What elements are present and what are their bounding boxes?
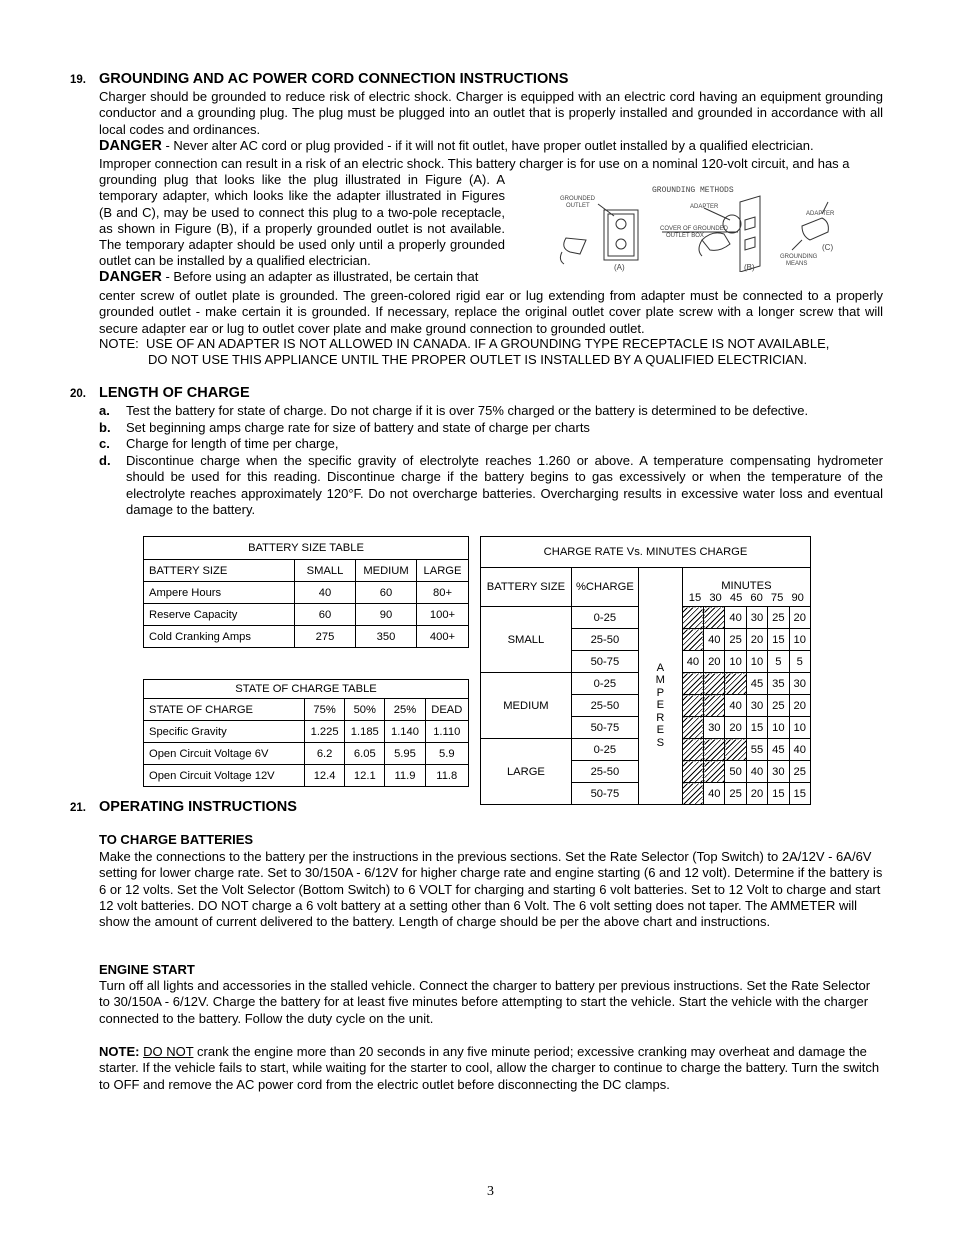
table-row xyxy=(144,582,469,604)
item-text: Charge for length of time per charge, xyxy=(126,436,339,451)
amps-cell: 45 xyxy=(746,673,767,695)
grounding-methods-figure xyxy=(552,180,882,272)
label-adapter-c: ADAPTER xyxy=(806,211,835,217)
hatched-cell xyxy=(682,607,703,629)
paragraph: center screw of outlet plate is grounded. The green-colored rigid ear or lug extending from adapter must be connected to a properly grounded outlet - make certain it is grounded. If necessary, replace the original outlet cover plate screw with a longer screw that will secure adapter ear or lug to outlet cover plate and make ground connection to grounded outlet. xyxy=(99,288,883,336)
hatched-cell xyxy=(682,673,703,695)
charge-rate-table xyxy=(480,536,811,800)
danger-paragraph-1 xyxy=(99,138,883,154)
item-text: Test the battery for state of charge. Do not charge if it is over 75% charged or the battery is determined to be defective. xyxy=(126,403,809,418)
amps-cell: 30 xyxy=(746,695,767,717)
hatched-cell xyxy=(704,739,725,761)
amps-cell: 15 xyxy=(768,629,789,651)
hatched-cell xyxy=(704,761,725,783)
amps-cell: 30 xyxy=(704,717,725,739)
minutes-tick: 45 xyxy=(729,592,743,604)
minutes-label: MINUTES xyxy=(721,580,772,592)
amperes-letter: R xyxy=(656,711,665,724)
cell: Specific Gravity xyxy=(144,721,305,743)
subsection-title: ENGINE START xyxy=(99,962,195,977)
outlet-box-icon xyxy=(740,196,760,272)
amps-cell: 20 xyxy=(746,783,767,805)
cell: 6.2 xyxy=(305,743,345,765)
table-title: BATTERY SIZE TABLE xyxy=(144,537,469,560)
amps-cell: 50 xyxy=(725,761,746,783)
hatched-cell xyxy=(682,717,703,739)
header-cell: LARGE xyxy=(417,560,469,582)
paragraph-line: Improper connection can result in a risk of an electric shock. This battery charger is for use on a nominal 120-volt circuit, and has a xyxy=(99,156,850,171)
amps-cell: 15 xyxy=(789,783,810,805)
paragraph: Turn off all lights and accessories in the stalled vehicle. Connect the charger to battery per previous instructions. Set the Rate Selector to 30/150A - 6/12V. Charge the battery for at least five minutes before attempting to start the vehicle. Start the vehicle with the charger connected to the battery. Follow the duty cycle on the unit. xyxy=(99,978,871,1026)
cell: Ampere Hours xyxy=(144,582,295,604)
header-cell: MEDIUM xyxy=(356,560,417,582)
danger-label: DANGER xyxy=(99,138,162,154)
note-text: USE OF AN ADAPTER IS NOT ALLOWED IN CANADA. IF A GROUNDING TYPE RECEPTACLE IS NOT AVAILABLE, xyxy=(145,336,830,351)
table-row xyxy=(144,721,469,743)
label-adapter-b: ADAPTER xyxy=(690,204,719,210)
amps-cell: 20 xyxy=(789,695,810,717)
note-paragraph xyxy=(99,1044,883,1093)
label-b: (B) xyxy=(744,263,755,272)
amps-cell: 40 xyxy=(704,629,725,651)
amps-cell: 40 xyxy=(725,607,746,629)
amps-cell: 20 xyxy=(704,651,725,673)
battery-size-table xyxy=(143,536,469,648)
hatched-cell xyxy=(682,629,703,651)
amps-cell: 45 xyxy=(768,739,789,761)
label-c: (C) xyxy=(822,243,834,252)
amperes-letter: E xyxy=(656,724,665,736)
label-grounded-outlet-2: OUTLET xyxy=(566,203,590,209)
table-row xyxy=(144,626,469,648)
minutes-tick: 60 xyxy=(750,592,763,604)
amps-cell: 10 xyxy=(789,629,810,651)
charge-cell: 0-25 xyxy=(571,673,638,695)
amperes-letter: M xyxy=(655,674,665,686)
battery-size-cell: LARGE xyxy=(481,739,572,805)
table-row xyxy=(144,604,469,626)
danger-paragraph-2 xyxy=(99,269,505,285)
charge-cell: 50-75 xyxy=(571,717,638,739)
state-of-charge-table xyxy=(143,679,469,787)
amps-cell: 15 xyxy=(746,717,767,739)
cell: 5.9 xyxy=(425,743,468,765)
note-label: NOTE: xyxy=(99,336,139,351)
item-text: Set beginning amps charge rate for size of battery and state of charge per charts xyxy=(126,420,590,435)
charge-cell: 0-25 xyxy=(571,607,638,629)
note-line xyxy=(99,336,889,352)
amps-cell: 25 xyxy=(768,607,789,629)
note-emphasis: DO NOT xyxy=(143,1044,194,1059)
danger-text: - Before using an adapter as illustrated, be certain that xyxy=(161,269,479,284)
section-title: LENGTH OF CHARGE xyxy=(99,385,250,401)
label-cover: COVER OF GROUNDED xyxy=(660,226,729,232)
amps-cell: 10 xyxy=(746,651,767,673)
minutes-header xyxy=(682,568,810,607)
amperes-letter: A xyxy=(656,661,665,674)
item-letter: a. xyxy=(99,403,110,418)
amps-cell: 10 xyxy=(789,717,810,739)
amperes-letter: S xyxy=(656,736,665,749)
subsection-title: TO CHARGE BATTERIES xyxy=(99,832,254,847)
plug-icon xyxy=(564,238,586,254)
cell: 80+ xyxy=(417,582,469,604)
cell: 60 xyxy=(356,582,417,604)
minutes-tick: 90 xyxy=(791,592,804,604)
cell: 1.140 xyxy=(385,721,425,743)
label-grounding-means-2: MEANS xyxy=(786,261,808,267)
amps-cell: 15 xyxy=(768,783,789,805)
header-cell: %CHARGE xyxy=(571,568,638,607)
header-cell: BATTERY SIZE xyxy=(144,560,295,582)
cell: 275 xyxy=(295,626,356,648)
amperes-label xyxy=(638,607,682,805)
amps-cell: 25 xyxy=(768,695,789,717)
amperes-letter: P xyxy=(656,686,665,699)
charge-cell: 25-50 xyxy=(571,629,638,651)
cell: Cold Cranking Amps xyxy=(144,626,295,648)
amps-cell: 40 xyxy=(746,761,767,783)
table-title: STATE OF CHARGE TABLE xyxy=(144,680,469,699)
cell: 60 xyxy=(295,604,356,626)
section-number: 20. xyxy=(70,388,86,400)
table-row xyxy=(481,607,811,629)
amps-cell: 10 xyxy=(725,651,746,673)
amps-cell: 40 xyxy=(682,651,703,673)
hatched-cell xyxy=(682,695,703,717)
charge-cell: 50-75 xyxy=(571,783,638,805)
amperes-header-cell xyxy=(638,568,682,607)
amps-cell: 25 xyxy=(789,761,810,783)
minutes-tick: 15 xyxy=(688,592,702,604)
hatched-cell xyxy=(682,783,703,805)
amps-cell: 40 xyxy=(725,695,746,717)
table-row xyxy=(144,743,469,765)
amps-cell: 40 xyxy=(704,783,725,805)
item-letter: b. xyxy=(99,420,111,435)
amps-cell: 5 xyxy=(789,651,810,673)
charge-rate-grid xyxy=(480,536,811,805)
amps-cell: 10 xyxy=(768,717,789,739)
section-title: GROUNDING AND AC POWER CORD CONNECTION INSTRUCTIONS xyxy=(99,71,569,87)
cell: 1.110 xyxy=(425,721,468,743)
cell: 12.1 xyxy=(345,765,385,787)
amps-cell: 20 xyxy=(746,629,767,651)
label-grounding-means: GROUNDING xyxy=(780,254,818,260)
label-cover-2: OUTLET BOX xyxy=(666,233,704,239)
amps-cell: 40 xyxy=(789,739,810,761)
label-a: (A) xyxy=(614,263,625,272)
amps-cell: 25 xyxy=(725,629,746,651)
label-grounded-outlet: GROUNDED xyxy=(560,196,596,202)
hatched-cell xyxy=(725,673,746,695)
cell: 1.185 xyxy=(345,721,385,743)
table-title: CHARGE RATE Vs. MINUTES CHARGE xyxy=(481,537,811,568)
paragraph-wrap: grounding plug that looks like the plug illustrated in Figure (A). A temporary adapter, which looks like the adapter illustrated in Figures (B and C), may be used to connect this plug to a two-pole receptacle, as shown in Figure (B), if a properly grounded outlet is not available. The temporary adapter should be used only until a properly grounded outlet can be installed by a qualified electrician. xyxy=(99,172,505,269)
table-row xyxy=(144,765,469,787)
minutes-tick: 30 xyxy=(709,592,722,604)
cell: Open Circuit Voltage 6V xyxy=(144,743,305,765)
charge-cell: 25-50 xyxy=(571,761,638,783)
adapter-c-icon xyxy=(802,218,828,240)
charge-cell: 25-50 xyxy=(571,695,638,717)
hatched-cell xyxy=(682,739,703,761)
header-cell: 25% xyxy=(385,699,425,721)
paragraph: Make the connections to the battery per the instructions in the previous sections. Set the Rate Selector (Top Switch) to 2A/12V - 6A/6V setting for lower charge rate. Set to 30/150A - 6/12V for higher charge rate and engine starting (6 and 12 volt). Determine if the battery is 6 or 12 volts. Set the Volt Selector (Bottom Switch) to 6 VOLT for charging and starting 6 volt batteries. Set to 12 Volt to charge and start 12 volt batteries. DO NOT charge a 6 volt battery at a setting other than 6 Volt. The 6 volt setting does not taper. The AMMETER will show the amount of current delivered to the battery. Length of charge should be per the above chart and instructions. xyxy=(99,849,883,930)
section-number: 21. xyxy=(70,802,86,814)
amps-cell: 30 xyxy=(789,673,810,695)
paragraph: Charger should be grounded to reduce risk of electric shock. Charger is equipped with an electric cord having an equipment grounding conductor and a grounding plug. The plug must be plugged into an outlet that is properly installed and grounded in accordance with all local codes and ordinances. xyxy=(99,89,883,137)
amperes-letter: E xyxy=(656,699,665,711)
danger-text: - Never alter AC cord or plug provided - if it will not fit outlet, have proper outlet installed by a qualified electrician. xyxy=(161,138,814,153)
hatched-cell xyxy=(704,695,725,717)
amps-cell: 20 xyxy=(789,607,810,629)
cell: 5.95 xyxy=(385,743,425,765)
header-cell: STATE OF CHARGE xyxy=(144,699,305,721)
note-text: crank the engine more than 20 seconds in any five minute period; excessive cranking may overheat and damage the starter. If the vehicle fails to start, while waiting for the starter to cool, allow the charger to continue to charge the battery. Turn the switch to OFF and remove the AC power cord from the electric outlet before disconnecting the DC clamps. xyxy=(99,1044,880,1092)
item-text: Discontinue charge when the specific gravity of electrolyte reaches 1.260 or above. A temperature compensating hydrometer should be used for this reading. Discontinue charge if the battery begins to gas excessively or when the temperature of the electrolyte reaches approximately 120°F. Do not overcharge batteries. Overcharging results in excessive water loss and eventual damage to the battery. xyxy=(126,453,883,517)
section-number: 19. xyxy=(70,74,86,86)
charge-cell: 0-25 xyxy=(571,739,638,761)
adapter-b-icon xyxy=(702,233,730,251)
header-cell: DEAD xyxy=(425,699,468,721)
amps-cell: 20 xyxy=(725,717,746,739)
amps-cell: 25 xyxy=(725,783,746,805)
hatched-cell xyxy=(704,673,725,695)
figure-title: GROUNDING METHODS xyxy=(652,186,734,195)
cell: 350 xyxy=(356,626,417,648)
cell: 100+ xyxy=(417,604,469,626)
item-letter: d. xyxy=(99,453,111,468)
header-cell: BATTERY SIZE xyxy=(481,568,572,607)
danger-label: DANGER xyxy=(99,269,162,285)
cell: 90 xyxy=(356,604,417,626)
note-line-2: DO NOT USE THIS APPLIANCE UNTIL THE PROPER OUTLET IS INSTALLED BY A QUALIFIED ELECTRICIAN. xyxy=(148,352,808,367)
item-letter: c. xyxy=(99,436,110,451)
amps-cell: 55 xyxy=(746,739,767,761)
header-cell: SMALL xyxy=(295,560,356,582)
section-title: OPERATING INSTRUCTIONS xyxy=(99,799,297,815)
cell: 1.225 xyxy=(305,721,345,743)
grounded-outlet-icon xyxy=(604,210,638,260)
cell: 12.4 xyxy=(305,765,345,787)
header-cell: 50% xyxy=(345,699,385,721)
cell: 6.05 xyxy=(345,743,385,765)
amps-cell: 30 xyxy=(768,761,789,783)
hatched-cell xyxy=(682,761,703,783)
cell: 40 xyxy=(295,582,356,604)
header-cell: 75% xyxy=(305,699,345,721)
cell: Open Circuit Voltage 12V xyxy=(144,765,305,787)
charge-cell: 50-75 xyxy=(571,651,638,673)
cell: 11.8 xyxy=(425,765,468,787)
cell: 11.9 xyxy=(385,765,425,787)
amps-cell: 35 xyxy=(768,673,789,695)
cell: 400+ xyxy=(417,626,469,648)
hatched-cell xyxy=(704,607,725,629)
page-number: 3 xyxy=(487,1184,494,1199)
minutes-tick: 75 xyxy=(770,592,784,604)
cell: Reserve Capacity xyxy=(144,604,295,626)
battery-size-cell: MEDIUM xyxy=(481,673,572,739)
hatched-cell xyxy=(725,739,746,761)
battery-size-cell: SMALL xyxy=(481,607,572,673)
amps-cell: 30 xyxy=(746,607,767,629)
note-label: NOTE: xyxy=(99,1044,140,1059)
amps-cell: 5 xyxy=(768,651,789,673)
